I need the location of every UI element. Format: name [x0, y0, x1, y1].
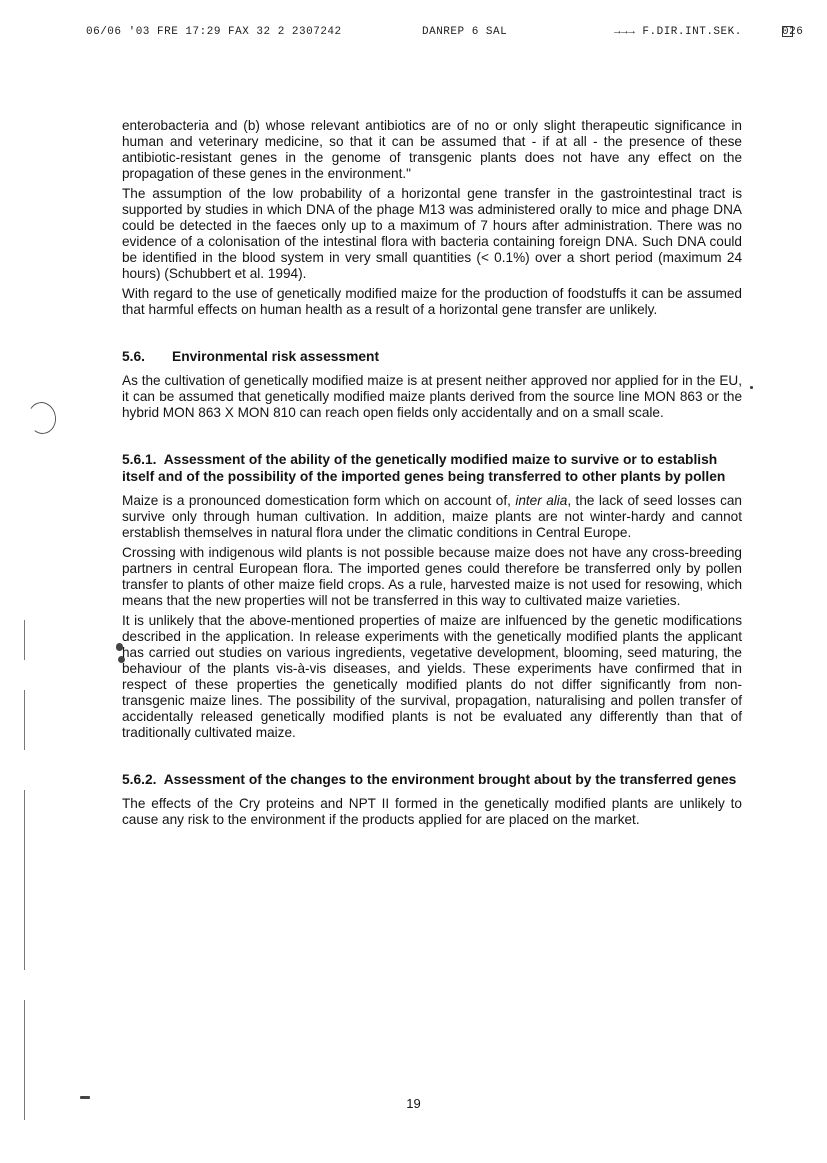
- intro-paragraph-1: enterobacteria and (b) whose relevant antibiotics are of no or only slight therapeutic significance in human and veterinary medicine, so that it can be assumed that - if at all - the presence of these antibiotic-resistant genes in the genome of transgenic plants does not have any effect on the propagation of these genes in the environment.": [122, 118, 742, 181]
- intro-paragraph-3: With regard to the use of genetically modified maize for the production of foodstuffs it can be assumed that harmful effects on human health as a result of a horizontal gene transfer are unlikely.: [122, 286, 742, 317]
- section-5-6-1-heading: [122, 451, 742, 485]
- section-5-6-2-heading: [122, 771, 742, 788]
- para1-text-before: Maize is a pronounced domestication form which on account of,: [122, 493, 516, 508]
- intro-paragraph-2: The assumption of the low probability of a horizontal gene transfer in the gastrointestinal tract is supported by studies in which DNA of the phage M13 was administered orally to mice and phage DNA could be detected in the faeces only up to a maximum of 7 hours after administration. There was no evidence of a colonisation of the intestinal flora with bacteria containing foreign DNA. Such DNA could be identified in the blood system in very small quantities (< 0.1%) over a short period (maximum 24 hours) (Schubbert et al. 1994).: [122, 186, 742, 281]
- section-5-6-1-title: Assessment of the ability of the genetically modified maize to survive or to establish itself and of the possibility of the imported genes being transferred to other plants by pollen: [122, 452, 726, 484]
- document-body: [122, 118, 742, 832]
- section-5-6-number: 5.6.: [122, 349, 146, 364]
- scan-speck-4: [750, 386, 753, 389]
- section-5-6-2-title: Assessment of the changes to the environment brought about by the transferred genes: [163, 772, 737, 787]
- fax-header: [86, 26, 821, 42]
- margin-line-2: [24, 690, 25, 750]
- fax-date-time: 06/06 '03 FRE 17:29 FAX 32 2 2307242: [86, 26, 342, 38]
- margin-line-3: [24, 790, 25, 970]
- section-5-6-heading: [122, 348, 742, 365]
- section-5-6-paragraph: As the cultivation of genetically modified maize is at present neither approved nor applied for in the EU, it can be assumed that genetically modified maize plants derived from the source line MON 863 or the hybrid MON 863 X MON 810 can reach open fields only accidentally and on a small scale.: [122, 373, 742, 420]
- punch-hole-mark: [25, 400, 58, 436]
- para1-italic-text: inter alia: [515, 493, 568, 508]
- fax-sender: DANREP 6 SAL: [422, 26, 508, 38]
- section-5-6-1-paragraph-1: [122, 493, 742, 541]
- section-5-6-1-number: 5.6.1.: [122, 452, 157, 467]
- section-5-6-2-number: 5.6.2.: [122, 772, 157, 787]
- para1-text-after: , the lack of seed losses can survive only through human cultivation. In addition, maize plants are not winter-hardy and cannot erstablish themselves in natural flora under the climatic conditions in Central Europe.: [122, 493, 742, 540]
- fax-recipient: →→→ F.DIR.INT.SEK.: [614, 26, 742, 38]
- section-5-6-1-paragraph-2: Crossing with indigenous wild plants is not possible because maize does not have any cross-breeding partners in central European flora. The imported genes could therefore be transferred only by pollen transfer to plants of other maize field crops. As a rule, harvested maize is not used for resowing, which means that the new properties will not be transferred in this way to cultivated maize varieties.: [122, 545, 742, 608]
- section-5-6-1-paragraph-3: It is unlikely that the above-mentioned properties of maize are inlfuenced by the genetic modifications described in the application. In release experiments with the genetically modified plants the applicant has carried out studies on various ingredients, vegetative development, blooming, seed maturing, the behaviour of the plants vis-à-vis diseases, and yields. These experiments have confirmed that in respect of these properties the genetically modified plants do not differ significantly from non-transgenic maize lines. The possibility of the survival, propagation, naturalising and pollen transfer of accidentally released genetically modified plants is not be evaluated any differently than that of traditionally cultivated maize.: [122, 613, 742, 740]
- section-5-6-title: Environmental risk assessment: [172, 349, 380, 364]
- fax-page-code-text: 026: [782, 26, 804, 38]
- margin-line-1: [24, 620, 25, 660]
- page-number: 19: [406, 1096, 421, 1111]
- section-5-6-2-paragraph-1: The effects of the Cry proteins and NPT II formed in the genetically modified plants are unlikely to cause any risk to the environment if the products applied for are placed on the market.: [122, 796, 742, 827]
